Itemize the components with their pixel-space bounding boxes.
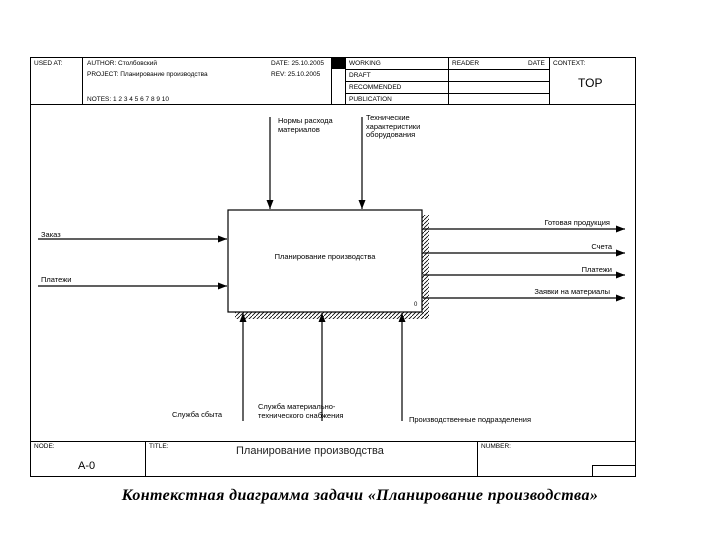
mechanism-label-production: Производственные подразделения: [409, 415, 532, 424]
function-label: Планирование производства: [274, 252, 376, 261]
used-at-label: USED AT:: [34, 60, 63, 67]
output-label-invoices: Счета: [591, 242, 612, 251]
input-label-order: Заказ: [41, 230, 61, 239]
control-label-specs: Технические характеристики оборудования: [366, 113, 421, 140]
function-number: 0: [414, 302, 418, 308]
node-label: NODE:: [34, 443, 55, 450]
control-label-norms: Нормы расхода материалов: [278, 116, 333, 134]
status-draft: DRAFT: [349, 72, 371, 79]
title-value: Планирование производства: [236, 445, 384, 457]
figure-caption: Контекстная диаграмма задачи «Планирование производства»: [121, 487, 599, 504]
node-value: A-0: [78, 460, 96, 472]
status-working: WORKING: [349, 60, 381, 67]
context-value: TOP: [578, 76, 603, 90]
mechanism-label-supply: Служба материально-технического снабжения: [258, 402, 344, 420]
number-label: NUMBER:: [481, 443, 511, 450]
date-field: DATE: 25.10.2005: [271, 60, 324, 67]
output-label-products: Готовая продукция: [544, 218, 610, 227]
context-label: CONTEXT:: [553, 60, 586, 67]
reader-label: READER: [452, 60, 480, 67]
project-field: PROJECT: Планирование производства: [87, 71, 208, 78]
output-label-payments: Платежи: [581, 265, 612, 274]
notes-field: NOTES: 1 2 3 4 5 6 7 8 9 10: [87, 96, 170, 103]
date-label: DATE: [528, 60, 545, 67]
mechanism-label-sales: Служба сбыта: [172, 410, 223, 419]
rev-field: REV: 25.10.2005: [271, 71, 321, 78]
function-box-shadow-bottom: [235, 312, 429, 319]
status-recommended: RECOMMENDED: [349, 84, 402, 91]
status-publication: PUBLICATION: [349, 96, 392, 103]
output-label-material-requests: Заявки на материалы: [534, 287, 610, 296]
title-label: TITLE:: [149, 443, 169, 450]
function-box-shadow-right: [422, 215, 429, 318]
author-field: AUTHOR: Столбовский: [87, 60, 157, 67]
input-label-payments: Платежи: [41, 275, 72, 284]
